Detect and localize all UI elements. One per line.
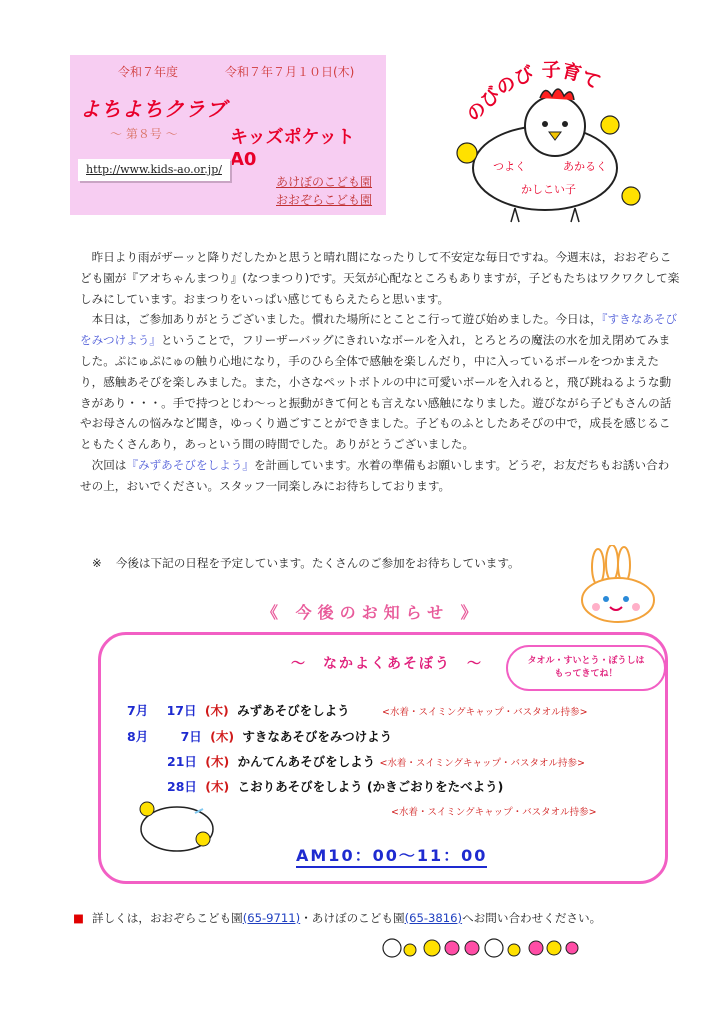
row-title: かんてんあそびをしよう <box>237 754 376 769</box>
contact-info <box>73 910 601 926</box>
schedule-row <box>167 752 585 770</box>
paragraph-3-a: 次回は <box>91 457 127 472</box>
row-day: 7日 <box>180 729 202 744</box>
row-title: こおりあそびをしよう (かきごおりをたべよう) <box>237 779 504 794</box>
row-day: 21日 <box>167 754 197 769</box>
club-title: よちよちクラブ <box>80 97 227 121</box>
row-note: <水着・スイミングキャップ・バスタオル持参> <box>379 758 585 769</box>
event-time: AM10：00～11：00 <box>296 843 487 868</box>
row-day: 28日 <box>167 779 197 794</box>
bullet-square-icon: ■ <box>73 911 84 925</box>
paragraph-2 <box>80 309 680 455</box>
paragraph-1: 昨日より雨がザーッと降りだしたかと思うと晴れ間になったりして不安定な毎日ですね。今週末は，おおぞらこども園が『アオちゃんまつり』(なつまつり)です。天気が心配なところもありますが，子どもたちはワクワクして楽しみにしています。おまつりをいっぱい感じてもらえたらと思います。 <box>80 250 680 306</box>
schedule-row <box>127 701 588 719</box>
schedule-row <box>167 777 503 795</box>
logo-word-strong: つよく <box>493 160 526 173</box>
row-month: 8月 <box>127 729 149 744</box>
note-mark: ※ <box>92 556 102 570</box>
phone-akebono[interactable]: (65-3816) <box>404 911 463 925</box>
paragraph-2-b: ということで，フリーザーバッグにきれいなボールを入れ，とろとろの魔法の水を加え閉めてみました。ぷにゅぷにゅの触り心地になり，手のひら全体で感触を楽しんだり，中に入っているボールをつかまえたり，感触あそびを楽しみました。また，小さなペットボトルの中に可愛いボールを入れると，飛び跳ねるような動きがあり・・・。手で持つとじわ～っと振動がきて何とも言えない感触になりました。遊びながら子どもさんの話やお母さんの悩みなど聞き，ゆっくり過ごすことができました。子どものふとしたあそびの中で，成長を感じることもたくさんあり，あっという間の時間でした。ありがとうございました。 <box>80 333 672 452</box>
row-weekday: (木) <box>210 729 235 744</box>
schedule-row <box>391 803 597 818</box>
logo-word-smart: かしこい子 <box>521 183 576 196</box>
issue-number: ～ 第８号 ～ <box>110 127 178 141</box>
article-body <box>80 247 680 497</box>
row-weekday: (木) <box>205 779 230 794</box>
bubble-line-2: もってきてね！ <box>554 669 618 679</box>
school-link-akebono[interactable]: あけぼのこども園 <box>276 175 373 189</box>
bring-items-bubble <box>506 645 666 691</box>
paragraph-3 <box>80 455 680 497</box>
schedule-row <box>127 727 392 745</box>
row-weekday: (木) <box>205 754 230 769</box>
newsletter-title: キッズポケット A0 <box>230 127 373 170</box>
paragraph-2-a: 本日は，ご参加ありがとうございました。慣れた場所にとことこ行って遊び始めました。今日は， <box>91 312 602 327</box>
schedule-subheading: ～ なかよくあそぼう ～ <box>291 656 483 672</box>
contact-text-a: 詳しくは，おおぞらこども園 <box>91 911 243 925</box>
row-weekday: (木) <box>204 703 229 718</box>
contact-text-b: ・あけぼのこども園 <box>300 911 405 925</box>
row-title: みずあそびをしよう <box>237 703 350 718</box>
paragraph-3-b: を計画しています。水着の準備もお願いします。どうぞ，お友だちもお誘い合わせの上，おいでください。スタッフ一同楽しみにお待ちしております。 <box>80 457 670 493</box>
chicken-logo <box>445 48 645 228</box>
website-link[interactable]: http://www.kids-ao.or.jp/ <box>78 159 230 181</box>
announcement-heading: 《 今後のお知らせ 》 <box>262 603 483 622</box>
header-box <box>70 55 386 215</box>
chicks-flowers-decoration <box>380 930 580 962</box>
issue-date: 令和７年７月１０日(木) <box>225 65 355 79</box>
rabbit-icon <box>578 545 668 625</box>
row-note: <水着・スイミングキャップ・バスタオル持参> <box>391 807 597 818</box>
notice-text: 今後は下記の日程を予定しています。たくさんのご参加をお待ちしています。 <box>115 556 520 570</box>
row-title: すきなあそびをみつけよう <box>242 729 393 744</box>
fiscal-year: 令和７年度 <box>118 65 179 79</box>
phone-oozora[interactable]: (65-9711) <box>242 911 301 925</box>
logo-arc-text: のびのび 子育て <box>462 59 605 127</box>
row-month: 7月 <box>127 703 149 718</box>
row-day: 17日 <box>166 703 197 718</box>
egg-chick-icon <box>137 795 217 855</box>
contact-text-c: へお問い合わせください。 <box>462 911 602 925</box>
bubble-line-1: タオル・すいとう・ぼうしは <box>527 656 645 666</box>
schedule-notice <box>92 555 520 571</box>
next-activity-highlight: 『みずあそびをしよう』 <box>126 457 254 472</box>
schedule-box <box>98 632 668 884</box>
logo-word-bright: あかるく <box>563 160 607 173</box>
activity-highlight: 『すきなあそびをみつけよう』 <box>80 312 678 348</box>
row-note: <水着・スイミングキャップ・バスタオル持参> <box>382 707 588 718</box>
school-link-oozora[interactable]: おおぞらこども園 <box>276 193 373 207</box>
